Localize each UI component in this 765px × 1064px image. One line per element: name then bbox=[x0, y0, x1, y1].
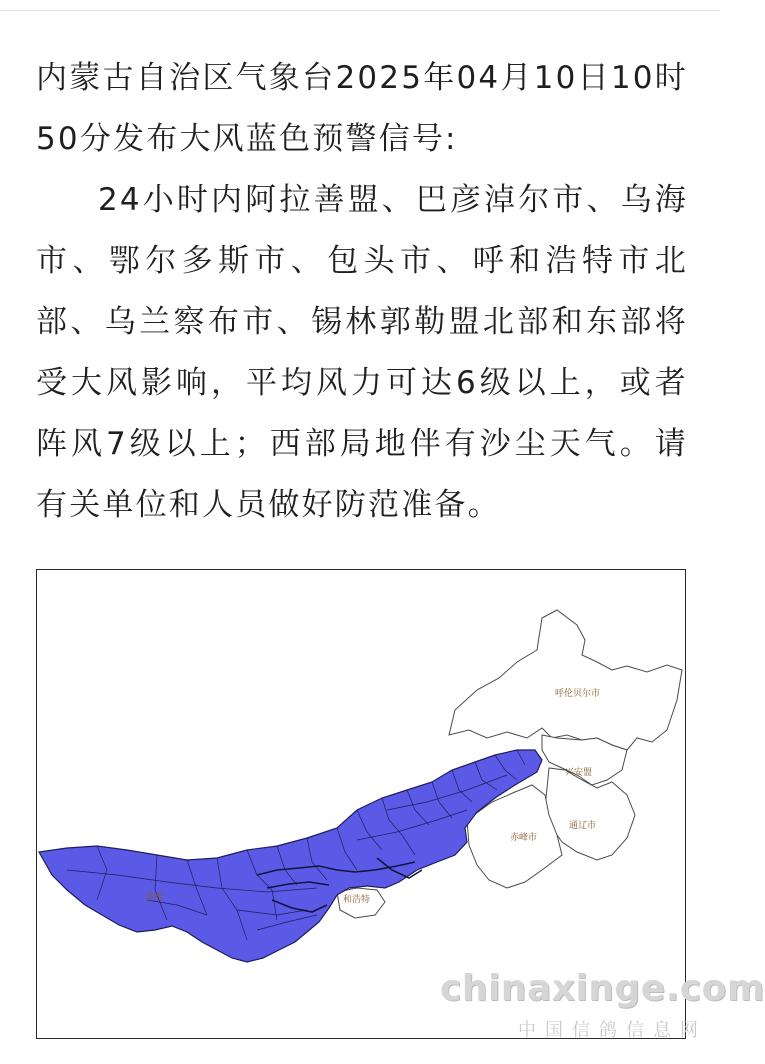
label-hulunbuir: 呼伦贝尔市 bbox=[555, 689, 601, 699]
top-divider bbox=[0, 10, 720, 11]
label-xinganmeng: 兴安盟 bbox=[565, 768, 593, 778]
article-body bbox=[36, 48, 688, 536]
site-watermark-cn: 中国信鸽信息网 bbox=[518, 1020, 707, 1041]
label-alxa: 善盟 bbox=[145, 893, 164, 903]
site-watermark: chinaxinge.com bbox=[440, 968, 765, 1009]
label-tongliao: 通辽市 bbox=[569, 821, 597, 831]
warning-details: 24小时内阿拉善盟、巴彦淖尔市、乌海市、鄂尔多斯市、包头市、呼和浩特市北部、乌兰察布市、锡林郭勒盟北部和东部将受大风影响，平均风力可达6级以上，或者阵风7级以上；西部局地伴有沙尘天气。请有关单位和人员做好防范准备。 bbox=[36, 182, 688, 523]
label-chifeng: 赤峰市 bbox=[510, 833, 538, 843]
label-hohhot: 和浩特 bbox=[343, 895, 371, 905]
warning-headline: 内蒙古自治区气象台2025年04月10日10时50分发布大风蓝色预警信号: bbox=[36, 60, 688, 157]
hulunbuir-region bbox=[449, 610, 682, 750]
warning-area bbox=[39, 750, 542, 962]
